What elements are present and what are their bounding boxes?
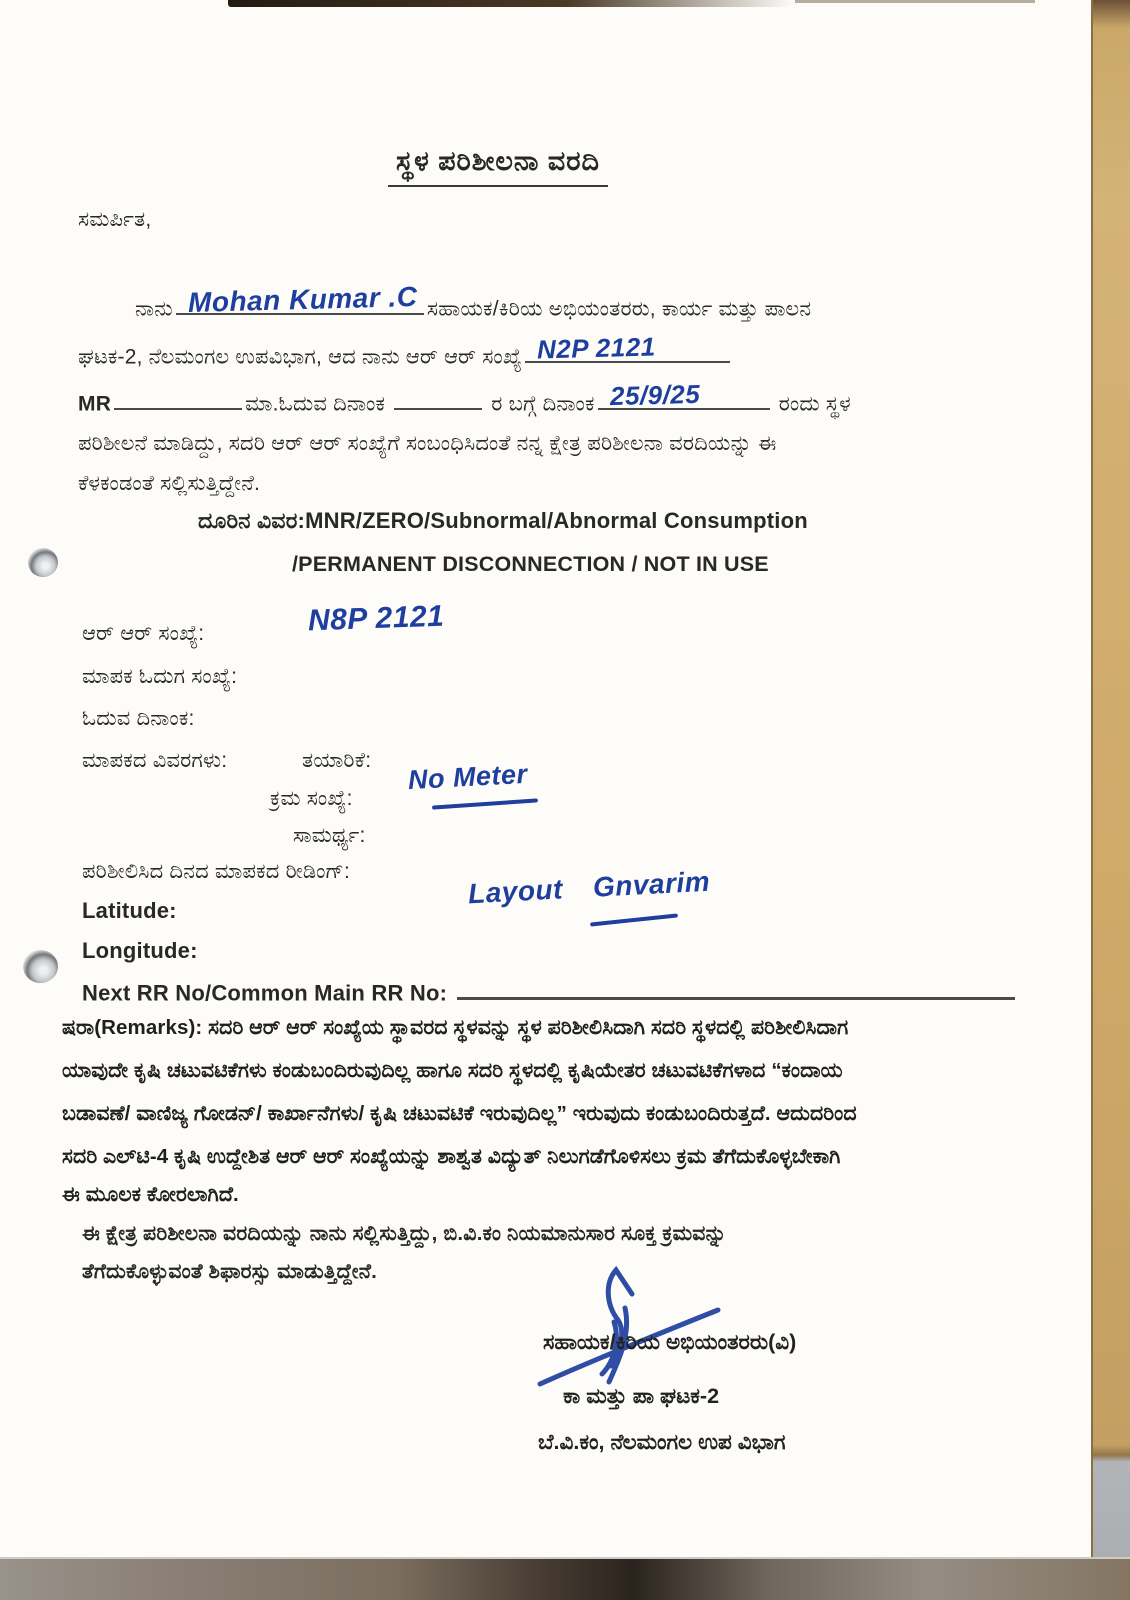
handwritten-no-meter: No Meter — [407, 758, 529, 796]
scan-top-shadow — [228, 0, 793, 7]
mr-label: MR — [78, 392, 112, 416]
ink-underline-location — [590, 913, 678, 926]
complaint-type-line-2: /PERMANENT DISCONNECTION / NOT IN USE — [292, 552, 769, 576]
closing-line-1: ಈ ಕ್ಷೇತ್ರ ಪರಿಶೀಲನಾ ವರದಿಯನ್ನು ನಾನು ಸಲ್ಲಿಸುತ್ತಿದ್ದು, ಬಿ.ವಿ.ಕಂ ನಿಯಮಾನುಸಾರ ಸೂಕ್ತ ಕ್ರಮವನ್ನು — [82, 1222, 727, 1245]
handwritten-name: Mohan Kumar .C — [187, 281, 418, 319]
scan-top-shadow-2 — [795, 0, 1035, 3]
intro-line-3 — [78, 379, 851, 416]
signatory-division: ಬೆ.ವಿ.ಕಂ, ನೆಲಮಂಗಲ ಉಪ ವಿಭಾಗ — [538, 1430, 786, 1454]
intro-line-4: ಪರಿಶೀಲನೆ ಮಾಡಿದ್ದು, ಸದರಿ ಆರ್ ಆರ್ ಸಂಖ್ಯೆಗೆ ಸಂಬಂಧಿಸಿದಂತೆ ನನ್ನ ಕ್ಷೇತ್ರ ಪರಿಶೀಲನಾ ವರದಿಯನ್ನು ಈ — [78, 432, 777, 455]
closing-line-2: ತೆಗೆದುಕೊಳ್ಳುವಂತೆ ಶಿಫಾರಸ್ಸು ಮಾಡುತ್ತಿದ್ದೇನೆ. — [82, 1260, 378, 1283]
ink-underline-no-meter — [432, 798, 538, 809]
field-make-label: ತಯಾರಿಕೆ: — [302, 749, 372, 772]
field-serial-label: ಕ್ರಮ ಸಂಖ್ಯೆ: — [270, 787, 353, 810]
handwritten-location-note: Layout Gnvarim — [467, 865, 711, 910]
punch-hole-mark-bottom — [23, 950, 58, 983]
remarks-label: ಷರಾ(Remarks): — [62, 1016, 203, 1039]
next-rr-label: Next RR No/Common Main RR No: — [82, 980, 448, 1006]
remarks-line-2: ಯಾವುದೇ ಕೃಷಿ ಚಟುವಟಿಕೆಗಳು ಕಂಡುಬಂದಿರುವುದಿಲ್ಲ ಹಾಗೂ ಸದರಿ ಸ್ಥಳದಲ್ಲಿ ಕೃಷಿಯೇತರ ಚಟುವಟಿಕೆಗಳಾದ “ಕಂದಾಯ — [62, 1059, 843, 1082]
complaint-type-line-1: ದೂರಿನ ವಿವರ:MNR/ZERO/Subnormal/Abnormal Consumption — [198, 508, 808, 533]
date-blank-2 — [598, 379, 770, 412]
intro-unit: ಘಟಕ-2, ನೆಲಮಂಗಲ ಉಪವಿಭಾಗ, ಆದ ನಾನು ಆರ್ ಆರ್ ಸಂಖ್ಯೆ — [78, 345, 523, 369]
remarks-line-3: ಬಡಾವಣೆ/ ವಾಣಿಜ್ಯ ಗೋಡನ್/ ಕಾರ್ಖಾನೆಗಳು/ ಕೃಷಿ ಚಟುವಟಿಕೆ ಇರುವುದಿಲ್ಲ” ಇರುವುದು ಕಂಡುಬಂದಿರುತ್ತದೆ. ಆದುದರಿಂದ — [62, 1102, 857, 1125]
name-blank — [176, 281, 424, 319]
field-capacity-label: ಸಾಮರ್ಥ್ಯ: — [293, 824, 366, 847]
reading-date-text: ಮಾ.ಓದುವ ದಿನಾಂಕ — [245, 392, 386, 416]
signatory-designation: ಸಹಾಯಕ/ಕಿರಿಯ ಅಭಿಯಂತರರು(ವಿ) — [543, 1330, 797, 1354]
field-rr-label: ಆರ್ ಆರ್ ಸಂಖ್ಯೆ: — [82, 622, 205, 645]
handwritten-rr-value: N8P 2121 — [307, 599, 445, 638]
mr-blank — [114, 387, 242, 410]
latitude-label: Latitude: — [82, 898, 177, 923]
page-title: ಸ್ಥಳ ಪರಿಶೀಲನಾ ವರದಿ — [388, 146, 608, 187]
remarks-line-4: ಸದರಿ ಎಲ್‌ಟಿ-4 ಕೃಷಿ ಉದ್ದೇಶಿತ ಆರ್ ಆರ್ ಸಂಖ್ಯೆಯನ್ನು ಶಾಶ್ವತ ವಿದ್ಯುತ್ ನಿಲುಗಡೆಗೊಳಿಸಲು ಕ್ರಮ ತೆಗೆದುಕೊಳ್ಳಬೇಕಾಗಿ — [62, 1145, 841, 1168]
desk-surface — [0, 1557, 1130, 1600]
salutation: ಸಮರ್ಪಿತ, — [78, 208, 152, 231]
intro-line-1 — [135, 281, 812, 321]
on-day-text: ರಂದು ಸ್ಥಳ — [778, 392, 851, 416]
handwritten-rr-number: N2P 2121 — [536, 331, 657, 365]
about-date-text: ರ ಬಗ್ಗೆ ದಿನಾಂಕ — [491, 392, 595, 416]
remarks-line-5: ಈ ಮೂಲಕ ಕೋರಲಾಗಿದೆ. — [62, 1183, 239, 1206]
remarks-line-1 — [62, 1016, 848, 1040]
longitude-label: Longitude: — [82, 938, 198, 963]
intro-i-am: ನಾನು — [135, 297, 173, 321]
date-blank-1 — [394, 387, 482, 410]
field-meter-details-label: ಮಾಪಕದ ವಿವರಗಳು: — [82, 749, 228, 772]
handwritten-date: 25/9/25 — [609, 379, 701, 412]
intro-role: ಸಹಾಯಕ/ಕಿರಿಯ ಅಭಿಯಂತರರು, ಕಾರ್ಯ ಮತ್ತು ಪಾಲನ — [426, 297, 812, 321]
remarks-text-1: ಸದರಿ ಆರ್ ಆರ್ ಸಂಖ್ಯೆಯ ಸ್ಥಾವರದ ಸ್ಥಳವನ್ನು ಸ್ಥಳ ಪರಿಶೀಲಿಸಿದಾಗಿ ಸದರಿ ಸ್ಥಳದಲ್ಲಿ ಪರಿಶೀಲಿಸಿದಾಗ — [208, 1016, 849, 1039]
page-stack-edge — [1091, 0, 1130, 1600]
signatory-unit: ಕಾ ಮತ್ತು ಪಾ ಘಟಕ-2 — [563, 1384, 720, 1408]
intro-line-2 — [78, 331, 733, 369]
rr-number-blank — [525, 331, 730, 365]
next-rr-blank — [457, 976, 1015, 1000]
field-meter-reader-label: ಮಾಪಕ ಓದುಗ ಸಂಖ್ಯೆ: — [82, 665, 238, 688]
punch-hole-mark-top — [28, 548, 58, 577]
intro-line-5: ಕೆಳಕಂಡಂತೆ ಸಲ್ಲಿಸುತ್ತಿದ್ದೇನೆ. — [78, 472, 261, 495]
field-inspection-reading-label: ಪರಿಶೀಲಿಸಿದ ದಿನದ ಮಾಪಕದ ರೀಡಿಂಗ್: — [82, 860, 351, 883]
field-reading-date-label: ಓದುವ ದಿನಾಂಕ: — [82, 707, 195, 730]
next-rr-row — [82, 976, 1018, 1006]
